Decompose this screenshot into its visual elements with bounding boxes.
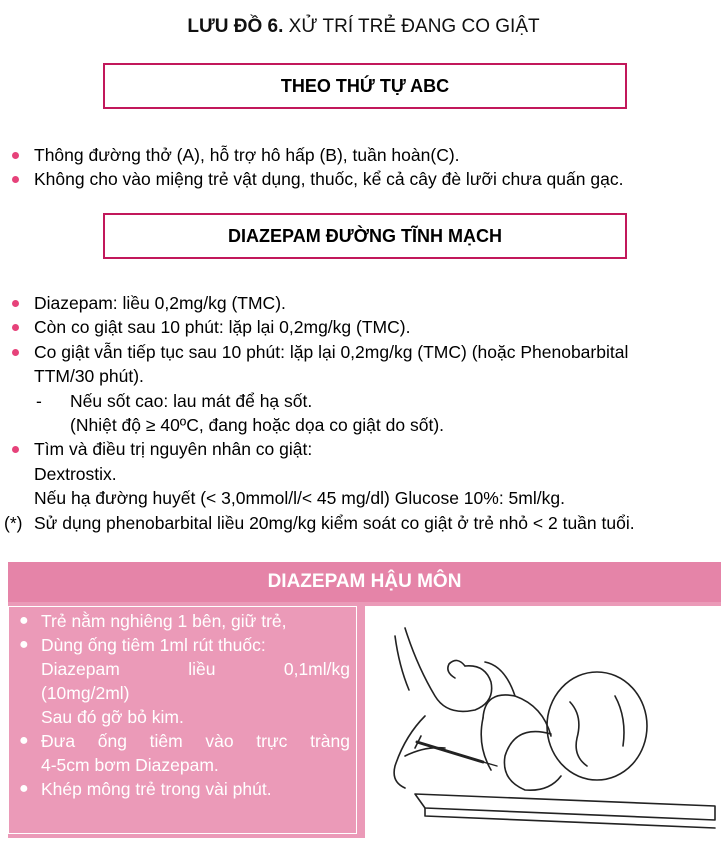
list-item-cont: TTM/30 phút). (34, 366, 144, 387)
sub-item: - Nếu sốt cao: lau mát để hạ sốt. (36, 390, 313, 411)
infant-rectal-diazepam-illustration (365, 606, 721, 838)
rectal-steps (8, 606, 357, 834)
bullet-icon: ● (19, 636, 29, 653)
bullet-icon (12, 349, 19, 356)
iv-list (4, 291, 723, 535)
list-item-cont: (10mg/2ml) (41, 683, 130, 703)
list-item-cont: Nếu hạ đường huyết (< 3,0mmol/l/< 45 mg/dl) Glucose 10%: 5ml/kg. (34, 488, 565, 509)
list-item-cont: Sau đó gỡ bỏ kim. (41, 707, 184, 727)
list-item-cont: Diazepam liều 0,1ml/kg (41, 659, 350, 679)
list-item: Diazepam: liều 0,2mg/kg (TMC). (8, 291, 723, 315)
bullet-icon: ● (19, 612, 29, 629)
title-bold: LƯU ĐỒ 6. (187, 16, 284, 37)
bullet-icon (12, 324, 19, 331)
list-item-cont: 4-5cm bơm Diazepam. (41, 755, 219, 775)
abc-list (8, 143, 723, 191)
footnote: (*) Sử dụng phenobarbital liều 20mg/kg kiểm soát co giật ở trẻ nhỏ < 2 tuần tuổi. (4, 512, 635, 533)
bullet-icon (12, 176, 19, 183)
bullet-icon: ● (19, 780, 29, 797)
list-item: Co giật vẫn tiếp tục sau 10 phút: lặp lại 0,2mg/kg (TMC) (hoặc Phenobarbital (8, 340, 723, 364)
list-item: Còn co giật sau 10 phút: lặp lại 0,2mg/kg (TMC). (8, 315, 723, 339)
list-item: Thông đường thở (A), hỗ trợ hô hấp (B), tuần hoàn(C). (8, 143, 723, 167)
list-item: ● Khép mông trẻ trong vài phút. (19, 779, 272, 799)
list-item: ● Đưa ống tiêm vào trực tràng (19, 731, 350, 751)
bullet-icon: ● (19, 732, 29, 749)
bullet-icon (12, 446, 19, 453)
bullet-icon (12, 152, 19, 159)
rectal-heading: DIAZEPAM HẬU MÔN (8, 562, 721, 602)
iv-heading: DIAZEPAM ĐƯỜNG TĨNH MẠCH (103, 213, 627, 259)
list-item-cont: Dextrostix. (34, 463, 117, 484)
abc-heading: THEO THỨ TỰ ABC (103, 63, 627, 109)
illustration-box (365, 606, 721, 838)
rectal-panel (8, 562, 721, 838)
list-item: ● Trẻ nằm nghiêng 1 bên, giữ trẻ, (19, 611, 287, 631)
title-rest: XỬ TRÍ TRẺ ĐANG CO GIẬT (283, 16, 540, 37)
bullet-icon (12, 300, 19, 307)
list-item: Tìm và điều trị nguyên nhân co giật: (8, 437, 723, 461)
list-item: Không cho vào miệng trẻ vật dụng, thuốc, kể cả cây đè lưỡi chưa quấn gạc. (8, 167, 723, 191)
page-title (0, 16, 727, 38)
sub-item-note: (Nhiệt độ ≥ 40ºC, đang hoặc dọa co giật do sốt). (70, 415, 445, 436)
list-item: ● Dùng ống tiêm 1ml rút thuốc: (19, 635, 266, 655)
